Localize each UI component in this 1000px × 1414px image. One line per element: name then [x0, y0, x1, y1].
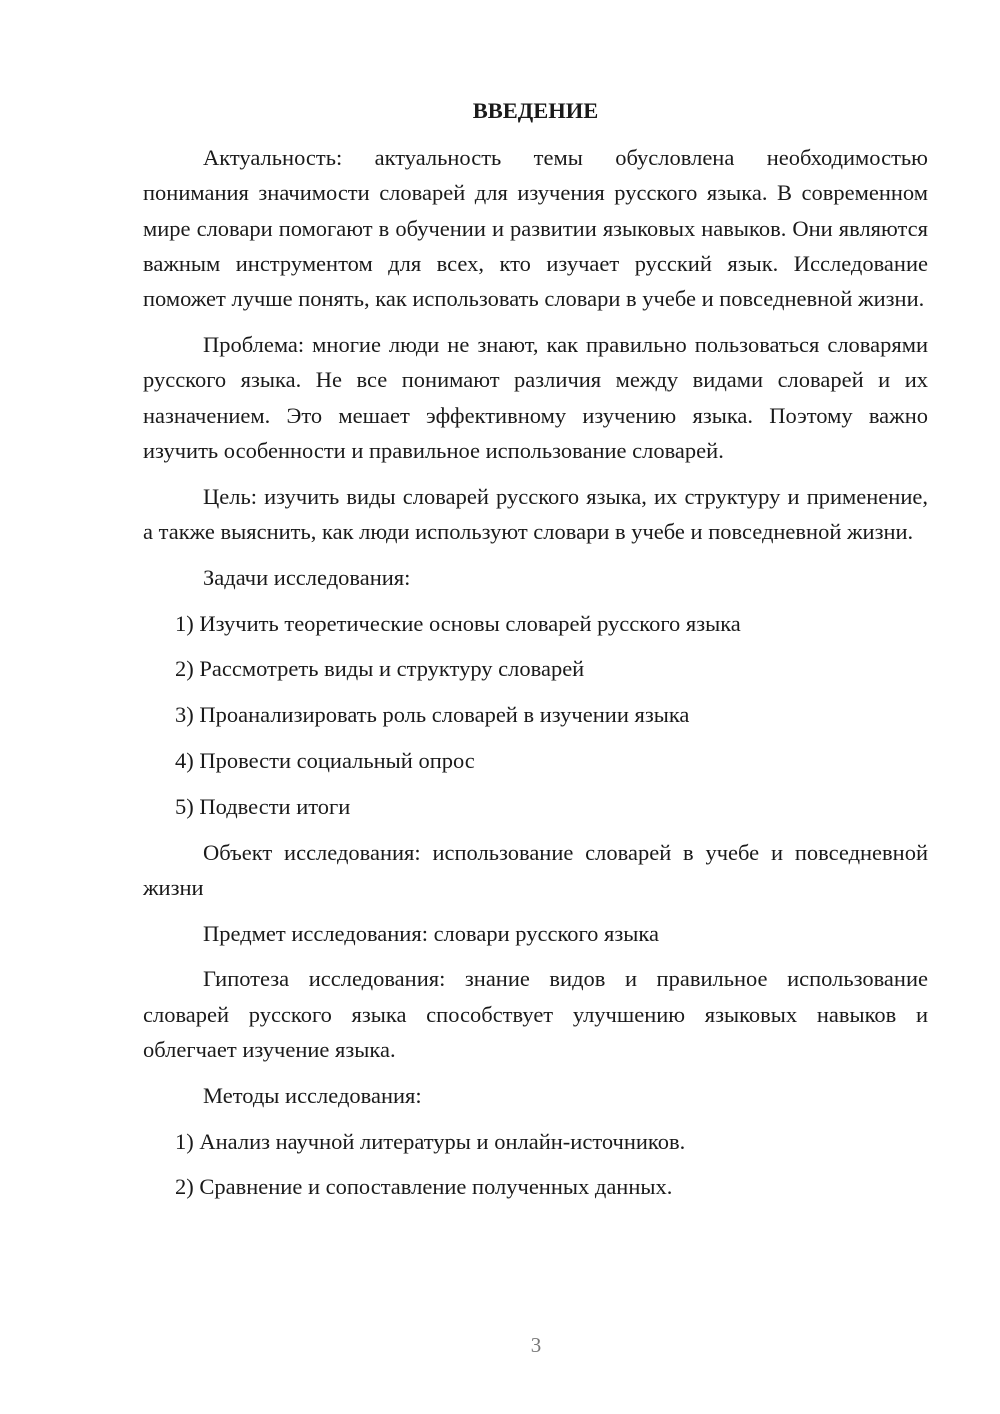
task-item: 2) Рассмотреть виды и структуру словарей — [175, 656, 585, 682]
tasks-heading: Задачи исследования: — [203, 564, 411, 590]
task-item: 1) Изучить теоретические основы словарей русского языка — [175, 610, 741, 636]
task-item: 3) Проанализировать роль словарей в изучении языка — [175, 702, 690, 728]
object-paragraph: Объект исследования: использование словарей в учебе и повседневной жизни — [143, 839, 928, 900]
page-number: 3 — [530, 1333, 542, 1357]
goal-paragraph: Цель: изучить виды словарей русского языка, их структуру и применение, а также выяснить, как люди используют словари в учебе и повседневной жизни. — [143, 483, 928, 544]
subject-paragraph: Предмет исследования: словари русского языка — [203, 920, 659, 946]
hypothesis-paragraph: Гипотеза исследования: знание видов и правильное использование словарей русского языка способствует улучшению языковых навыков и облегчает изучение языка. — [143, 966, 928, 1063]
task-item: 4) Провести социальный опрос — [175, 747, 475, 773]
page-content — [143, 92, 928, 1215]
method-item: 1) Анализ научной литературы и онлайн-источников. — [175, 1128, 686, 1154]
methods-heading: Методы исследования: — [203, 1082, 422, 1108]
method-item: 2) Сравнение и сопоставление полученных данных. — [175, 1174, 673, 1200]
page-title: ВВЕДЕНИЕ — [472, 98, 599, 123]
relevance-paragraph: Актуальность: актуальность темы обусловлена необходимостью понимания значимости словарей для изучения русского языка. В современном мире словари помогают в обучении и развитии языковых навыков. Они являются важным инструментом для всех, кто изучает русский язык. Исследование поможет лучше понять, как использовать словари в учебе и повседневной жизни. — [143, 145, 928, 312]
task-item: 5) Подвести итоги — [175, 793, 351, 819]
problem-paragraph: Проблема: многие люди не знают, как правильно пользоваться словарями русского языка. Не все понимают различия между видами словарей и их назначением. Это мешает эффективному изучению языка. Поэтому важно изучить особенности и правильное использование словарей. — [143, 331, 928, 463]
